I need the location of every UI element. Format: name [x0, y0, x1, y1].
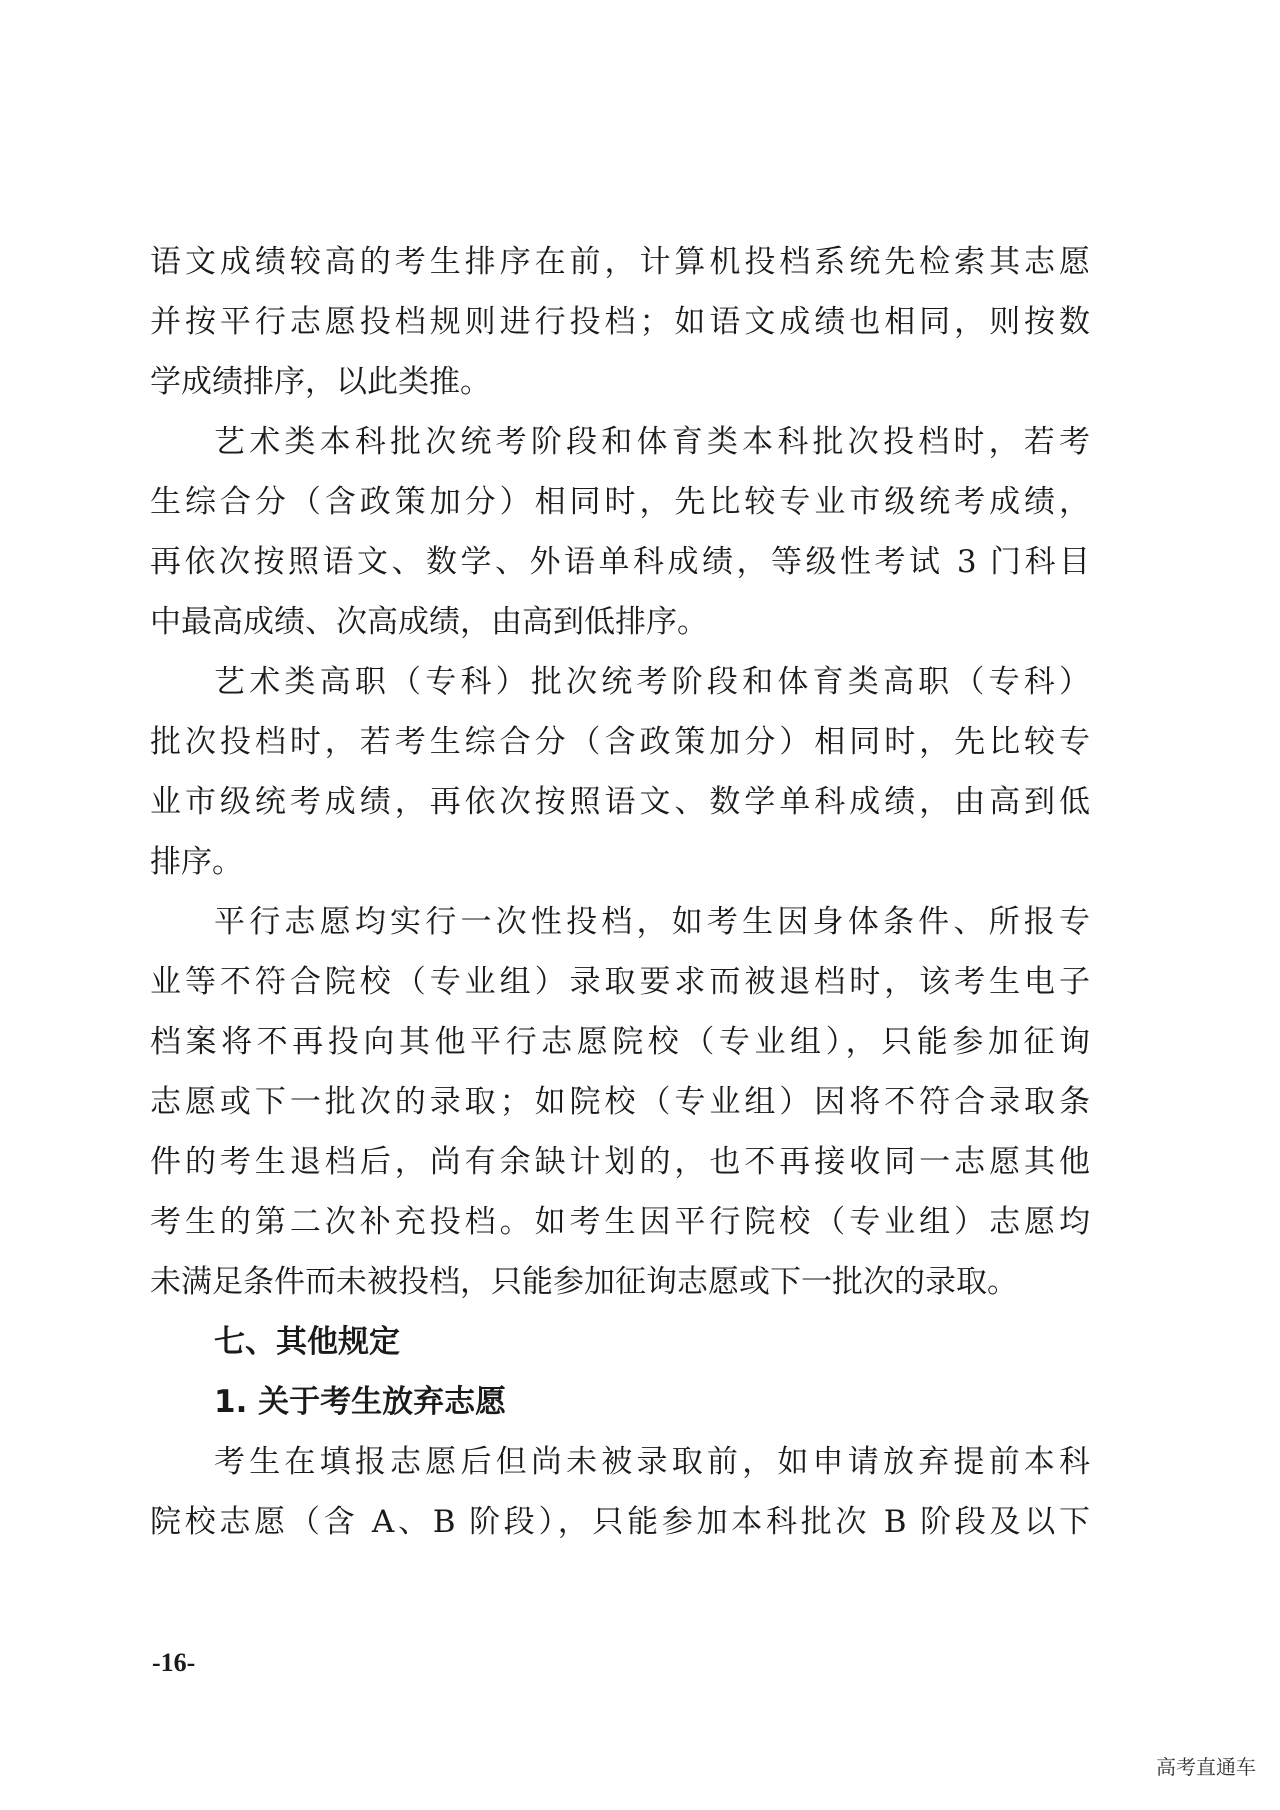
text-line: 生综合分（含政策加分）相同时，先比较专业市级统考成绩， — [150, 484, 1090, 520]
text-line: 并按平行志愿投档规则进行投档；如语文成绩也相同，则按数 — [150, 304, 1090, 340]
text-line: 再依次按照语文、数学、外语单科成绩，等级性考试 3 门科目 — [150, 544, 1090, 580]
text-line: 志愿或下一批次的录取；如院校（专业组）因将不符合录取条 — [150, 1084, 1090, 1120]
text-line: 考生的第二次补充投档。如考生因平行院校（专业组）志愿均 — [150, 1204, 1090, 1240]
text-line: 批次投档时，若考生综合分（含政策加分）相同时，先比较专 — [150, 724, 1090, 760]
text-line: 未满足条件而未被投档，只能参加征询志愿或下一批次的录取。 — [150, 1264, 1018, 1300]
text-line: 考生在填报志愿后但尚未被录取前，如申请放弃提前本科 — [214, 1444, 1090, 1480]
text-line: 业市级统考成绩，再依次按照语文、数学单科成绩，由高到低 — [150, 784, 1090, 820]
section-heading: 七、其他规定 — [214, 1324, 400, 1360]
text-line: 艺术类高职（专科）批次统考阶段和体育类高职（专科） — [214, 664, 1090, 700]
text-line: 中最高成绩、次高成绩，由高到低排序。 — [150, 604, 708, 640]
text-line: 语文成绩较高的考生排序在前，计算机投档系统先检索其志愿 — [150, 244, 1090, 280]
text-line: 学成绩排序，以此类推。 — [150, 364, 491, 400]
watermark: 高考直通车 — [1156, 1755, 1256, 1779]
text-line: 件的考生退档后，尚有余缺计划的，也不再接收同一志愿其他 — [150, 1144, 1090, 1180]
document-body — [150, 232, 1090, 1552]
text-line: 业等不符合院校（专业组）录取要求而被退档时，该考生电子 — [150, 964, 1090, 1000]
text-line: 排序。 — [150, 844, 243, 880]
subsection-heading: 1. 关于考生放弃志愿 — [214, 1384, 507, 1420]
text-line: 艺术类本科批次统考阶段和体育类本科批次投档时，若考 — [214, 424, 1090, 460]
text-line: 档案将不再投向其他平行志愿院校（专业组），只能参加征询 — [150, 1024, 1090, 1060]
text-line: 平行志愿均实行一次性投档，如考生因身体条件、所报专 — [214, 904, 1090, 940]
text-line: 院校志愿（含 A、B 阶段），只能参加本科批次 B 阶段及以下 — [150, 1504, 1090, 1540]
page-number: -16- — [152, 1648, 196, 1677]
